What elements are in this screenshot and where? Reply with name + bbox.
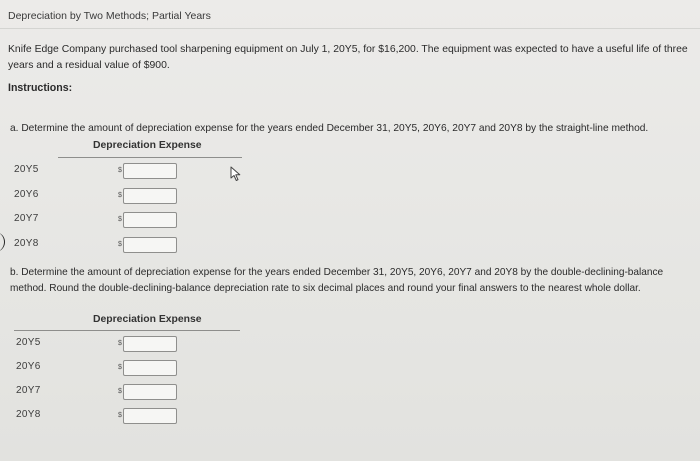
dollar-sign: $ [118,364,122,371]
side-bracket-mark [0,232,5,252]
part-b-20y5-input[interactable] [123,336,177,352]
dollar-sign: $ [118,340,122,347]
instructions-heading: Instructions: [8,82,73,94]
part-a-question: a. Determine the amount of depreciation expense for the years ended December 31, 20Y5, 20Y6, 20Y7 and 20Y8 by the straight-line method. [10,123,649,134]
part-b-20y8-input[interactable] [123,408,177,424]
part-b-column-header: Depreciation Expense [93,314,202,325]
dollar-sign: $ [118,388,122,395]
dollar-sign: $ [118,167,122,174]
part-a-20y5-input[interactable] [123,163,177,179]
part-a-year-label: 20Y5 [14,164,39,175]
page-title: Depreciation by Two Methods; Partial Years [8,10,211,22]
dollar-sign: $ [118,192,122,199]
mouse-pointer-icon [230,166,242,182]
part-b-year-label: 20Y7 [16,385,41,396]
part-b-20y6-input[interactable] [123,360,177,376]
part-a-column-header: Depreciation Expense [93,140,202,151]
part-b-20y7-input[interactable] [123,384,177,400]
part-a-year-label: 20Y6 [14,189,39,200]
part-a-20y7-input[interactable] [123,212,177,228]
part-b-year-label: 20Y6 [16,361,41,372]
part-a-header-rule [58,157,242,158]
dollar-sign: $ [118,241,122,248]
part-b-year-label: 20Y5 [16,337,41,348]
part-a-20y6-input[interactable] [123,188,177,204]
part-a-year-label: 20Y8 [14,238,39,249]
title-divider [0,28,700,29]
part-b-header-rule [14,330,240,331]
dollar-sign: $ [118,216,122,223]
part-a-year-label: 20Y7 [14,213,39,224]
part-b-year-label: 20Y8 [16,409,41,420]
problem-statement: Knife Edge Company purchased tool sharpening equipment on July 1, 20Y5, for $16,200. The equipment was expected to have a useful life of three years and a residual value of $900. [8,44,688,71]
part-b-question: b. Determine the amount of depreciation expense for the years ended December 31, 20Y5, 20Y6, 20Y7 and 20Y8 by the double-declining-balance method. Round the double-declining-balance depreciation rate to six decimal places and round your final answers to the nearest whole dollar. [10,267,664,294]
part-a-20y8-input[interactable] [123,237,177,253]
dollar-sign: $ [118,412,122,419]
